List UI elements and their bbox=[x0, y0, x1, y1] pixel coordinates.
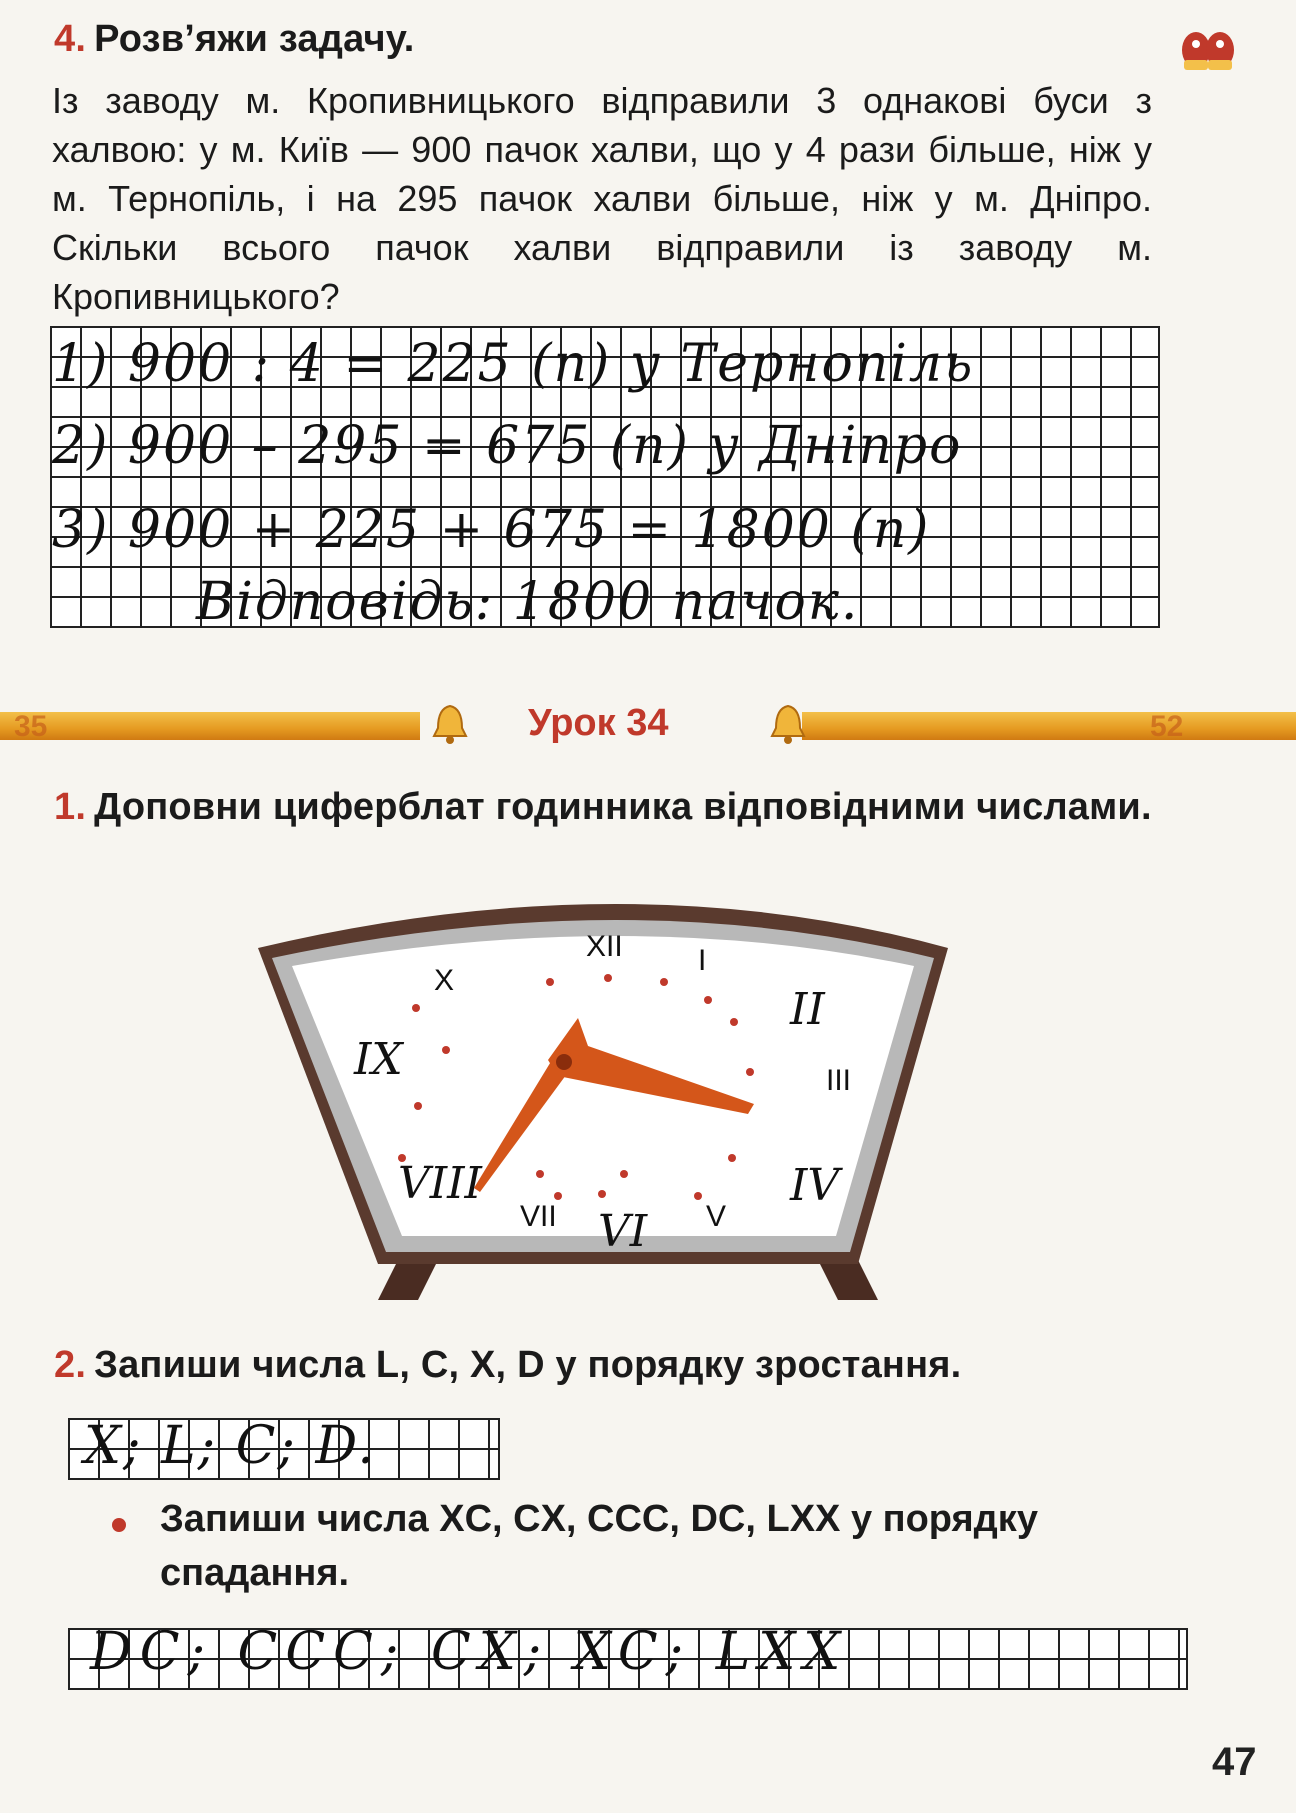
task1-heading bbox=[54, 786, 1152, 829]
numeral-v: V bbox=[706, 1200, 727, 1233]
clock-center-pin bbox=[556, 1054, 572, 1070]
solution-line-1: 1) 900 : 4 = 225 (п) у Тернопіль bbox=[52, 334, 975, 394]
numeral-ii-handwritten: II bbox=[790, 984, 825, 1035]
numeral-viii-handwritten: VIII bbox=[398, 1158, 482, 1209]
banner-bar-left bbox=[0, 712, 420, 740]
sub-task-bullet bbox=[112, 1518, 126, 1532]
task1-title: Доповни циферблат годинника відповідними числами. bbox=[94, 786, 1152, 828]
numeral-i: I bbox=[698, 944, 707, 977]
task4-title: Розв’яжи задачу. bbox=[94, 18, 415, 60]
banner-page-left: 35 bbox=[14, 710, 48, 743]
solution-line-2: 2) 900 – 295 = 675 (п) у Дніпро bbox=[52, 416, 963, 476]
banner-bar-right bbox=[802, 712, 1296, 740]
bell-icon bbox=[428, 702, 472, 746]
banner-page-right: 52 bbox=[1150, 710, 1184, 743]
clock-foot-right bbox=[818, 1260, 878, 1300]
lesson-title: Урок 34 bbox=[528, 702, 669, 744]
task4-heading bbox=[54, 18, 415, 61]
clock-foot-left bbox=[378, 1260, 438, 1300]
task1-number: 1. bbox=[54, 786, 87, 828]
solution-answer: Відповідь: 1800 пачок. bbox=[196, 572, 860, 632]
mittens-icon bbox=[1176, 24, 1240, 80]
task4-number: 4. bbox=[54, 18, 87, 60]
bell-icon bbox=[766, 702, 810, 746]
numeral-iv-handwritten: IV bbox=[790, 1160, 840, 1211]
task2-title: Запиши числа L, C, X, D у порядку зростання. bbox=[94, 1344, 962, 1386]
task2-number: 2. bbox=[54, 1344, 87, 1386]
task4-problem-text: Із заводу м. Кропивницького відправили 3 однакові буси з халвою: у м. Київ — 900 пачок халви, що у 4 рази більше, ніж у м. Тернопіль, і на 295 пачок халви більше, ніж у м. Дніпро. Скільки всього пачок халви відправили із заводу м. Кропивницького? bbox=[52, 80, 1152, 317]
numeral-iii: III bbox=[826, 1064, 852, 1097]
solution-line-3: 3) 900 + 225 + 675 = 1800 (п) bbox=[52, 500, 931, 560]
task2-heading bbox=[54, 1344, 961, 1387]
numeral-ix-handwritten: IX bbox=[354, 1034, 403, 1085]
numeral-xii: XII bbox=[586, 930, 623, 963]
task2-answer: X; L; C; D. bbox=[84, 1416, 376, 1476]
task2-sub-answer: DC; CCC; CX; XC; LXX bbox=[90, 1622, 849, 1682]
page-number: 47 bbox=[1212, 1740, 1257, 1784]
task2-sub-question: Запиши числа XC, CX, CCC, DC, LXX у порядку спадання. bbox=[160, 1498, 1038, 1594]
numeral-vii: VII bbox=[520, 1200, 557, 1233]
lesson-banner bbox=[0, 700, 1296, 748]
numeral-vi-handwritten: VI bbox=[598, 1206, 648, 1257]
clock-illustration bbox=[258, 900, 998, 1300]
numeral-x: X bbox=[434, 964, 455, 997]
clock-svg bbox=[258, 900, 998, 1300]
